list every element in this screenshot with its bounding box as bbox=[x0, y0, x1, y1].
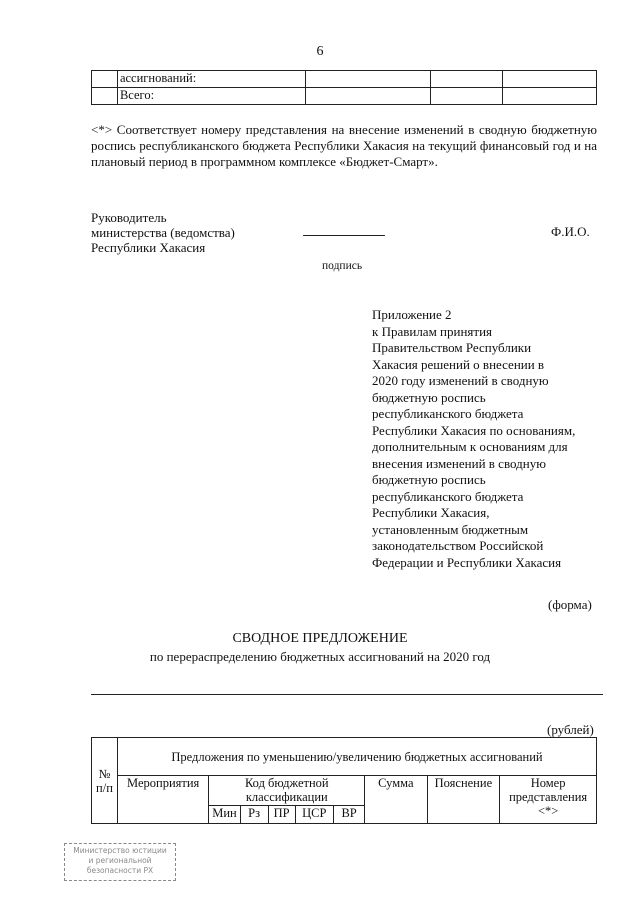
form-label: (форма) bbox=[548, 597, 592, 612]
row-label: Всего: bbox=[117, 88, 305, 105]
code-subcolumn-header: Мин bbox=[209, 806, 240, 824]
appendix-line: республиканского бюджета bbox=[372, 488, 524, 504]
measures-column-header: Мероприятия bbox=[117, 776, 208, 824]
summary-table-fragment bbox=[91, 70, 597, 105]
signer-title-line: Республики Хакасия bbox=[91, 240, 206, 255]
stamp-line: безопасности РХ bbox=[86, 866, 154, 875]
appendix-line: Республики Хакасия, bbox=[372, 505, 490, 520]
appendix-line: к Правилам принятия bbox=[372, 323, 493, 339]
code-subcolumn-header: ПР bbox=[268, 806, 295, 824]
appendix-line: законодательством Российской bbox=[372, 538, 544, 553]
document-subtitle: по перераспределению бюджетных ассигнований на 2020 год bbox=[149, 649, 491, 664]
table-row bbox=[92, 71, 597, 88]
signer-title bbox=[91, 210, 235, 255]
sum-column-header: Сумма bbox=[365, 776, 427, 824]
appendix-line: республиканского бюджета bbox=[372, 406, 524, 421]
appendix-line: внесения изменений в сводную bbox=[372, 455, 546, 471]
appendix-line: Федерации и Республики Хакасия bbox=[372, 554, 562, 570]
appendix-line: 2020 году изменений в сводную bbox=[372, 373, 549, 388]
appendix-line: бюджетную роспись bbox=[372, 389, 486, 405]
table-row bbox=[92, 738, 597, 776]
signature-caption: подпись bbox=[322, 260, 363, 272]
footnote: <*> Соответствует номеру представления на внесение изменений в сводную бюджетную роспись республиканского бюджета Республики Хакасия на текущий финансовый год и на плановый период в программном комплексе «Бюджет-Смарт». bbox=[91, 122, 597, 169]
submission-number-column-header: Номер представления <*> bbox=[500, 776, 597, 824]
code-subcolumn-header: ЦСР bbox=[295, 806, 333, 824]
signature-line bbox=[303, 235, 385, 236]
currency-unit: (рублей) bbox=[547, 722, 594, 737]
appendix-line: Республики Хакасия по основаниям, bbox=[372, 422, 576, 438]
signer-name: Ф.И.О. bbox=[551, 224, 590, 239]
appendix-line: бюджетную роспись bbox=[372, 472, 486, 487]
separator-line bbox=[91, 694, 603, 695]
stamp-line: Министерство юстиции bbox=[73, 846, 167, 855]
proposals-table bbox=[91, 737, 597, 824]
code-subcolumn-header: ВР bbox=[334, 806, 365, 824]
group-header: Предложения по уменьшению/увеличению бюджетных ассигнований bbox=[117, 738, 596, 776]
table-row bbox=[92, 88, 597, 105]
explanation-column-header: Пояснение bbox=[427, 776, 500, 824]
number-column-header: № п/п bbox=[92, 738, 118, 824]
code-subcolumn-header: Рз bbox=[240, 806, 268, 824]
appendix-line: Правительством Республики bbox=[372, 340, 532, 355]
registration-stamp bbox=[64, 843, 176, 881]
page-number: 6 bbox=[316, 44, 324, 59]
appendix-line: Приложение 2 bbox=[372, 307, 452, 322]
appendix-line: дополнительным к основаниям для bbox=[372, 439, 568, 454]
appendix-line: Хакасия решений о внесении в bbox=[372, 356, 545, 372]
appendix-line: установленным бюджетным bbox=[372, 521, 529, 537]
stamp-line: и региональной bbox=[88, 856, 152, 865]
table-row bbox=[92, 776, 597, 806]
document-title: СВОДНОЕ ПРЕДЛОЖЕНИЕ bbox=[232, 631, 408, 646]
budget-code-column-header: Код бюджетной классификации bbox=[209, 776, 365, 806]
row-label: ассигнований: bbox=[117, 71, 305, 88]
appendix-heading bbox=[372, 307, 608, 571]
signer-title-line: Руководитель bbox=[91, 210, 167, 225]
signer-title-line: министерства (ведомства) bbox=[91, 225, 235, 240]
